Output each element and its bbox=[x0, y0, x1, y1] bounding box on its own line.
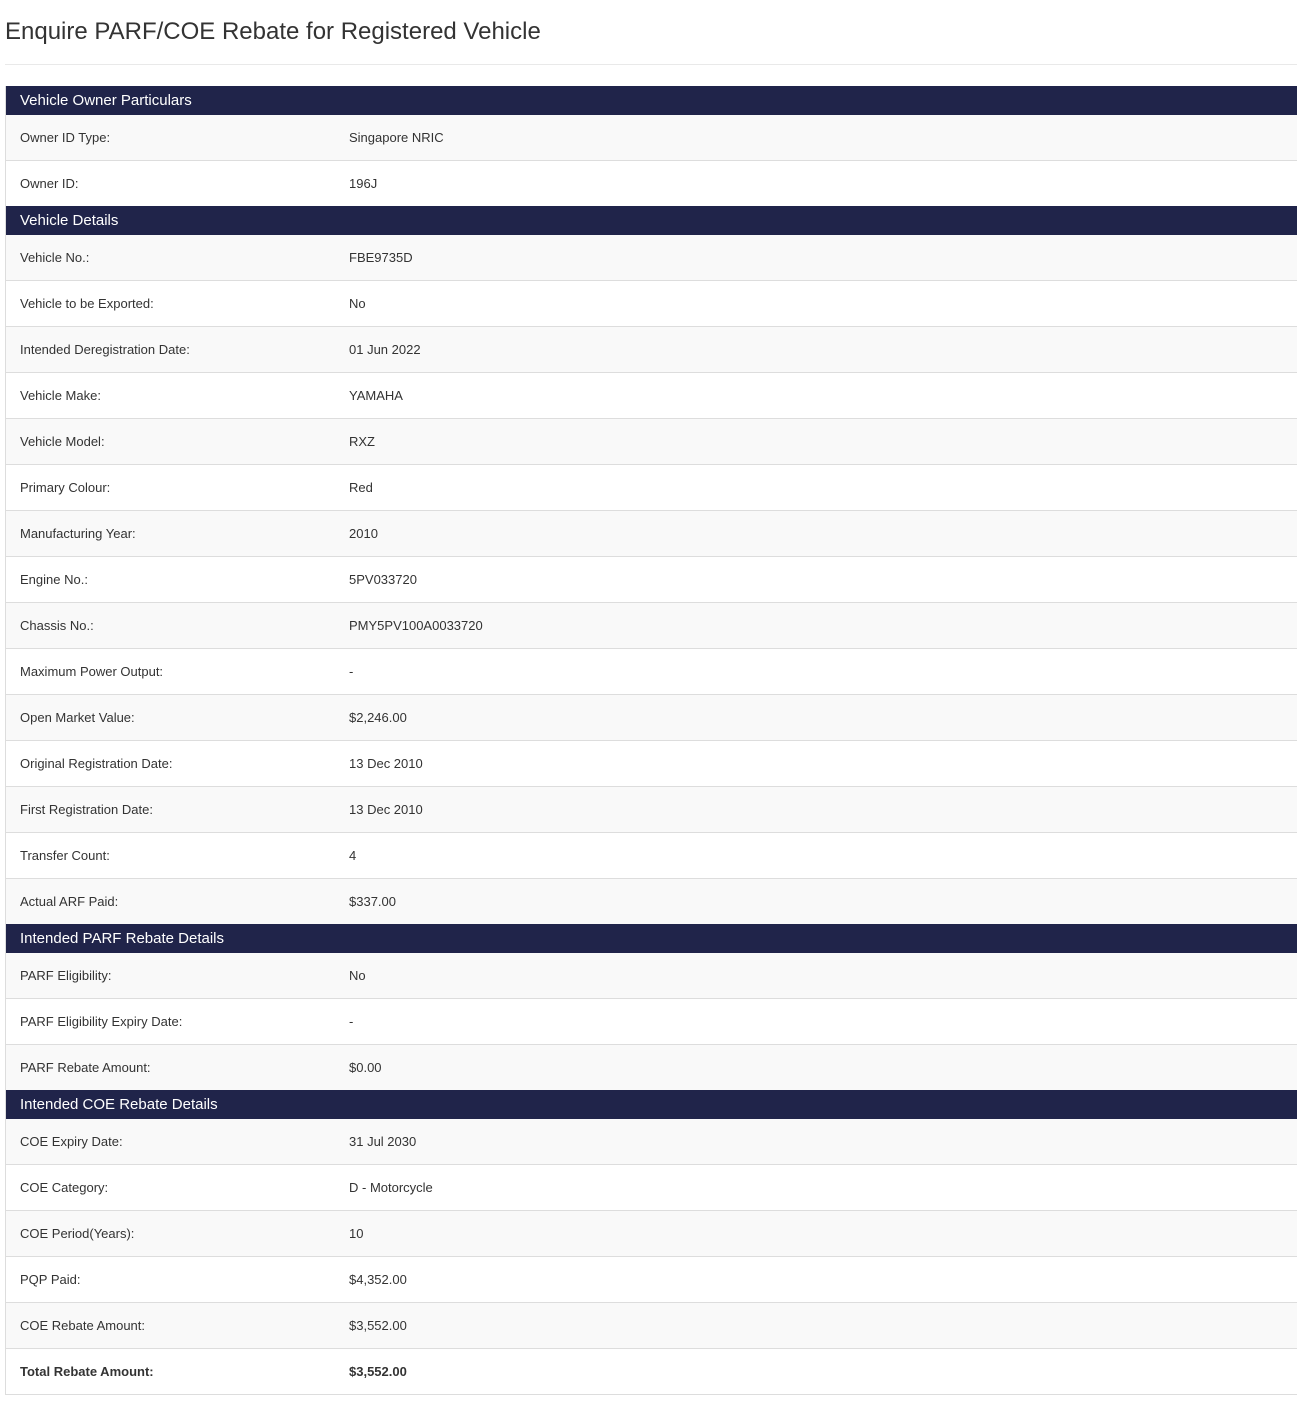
field-value: $0.00 bbox=[349, 1060, 382, 1075]
field-value: $2,246.00 bbox=[349, 710, 407, 725]
detail-row bbox=[6, 953, 1297, 998]
detail-row bbox=[6, 235, 1297, 280]
field-label: PARF Eligibility Expiry Date: bbox=[20, 1014, 183, 1029]
field-label: Maximum Power Output: bbox=[20, 664, 164, 679]
field-value: 196J bbox=[349, 176, 378, 191]
field-label: COE Rebate Amount: bbox=[20, 1318, 146, 1333]
detail-row bbox=[6, 1348, 1297, 1394]
field-value: RXZ bbox=[349, 434, 375, 449]
field-label: First Registration Date: bbox=[20, 802, 153, 817]
field-value: 01 Jun 2022 bbox=[349, 342, 421, 357]
field-label: Vehicle to be Exported: bbox=[20, 296, 154, 311]
field-label: Actual ARF Paid: bbox=[20, 894, 119, 909]
field-value: PMY5PV100A0033720 bbox=[349, 618, 483, 633]
detail-row bbox=[6, 510, 1297, 556]
field-label: Owner ID: bbox=[20, 176, 79, 191]
detail-row bbox=[6, 602, 1297, 648]
field-label: Primary Colour: bbox=[20, 480, 111, 495]
field-value: $3,552.00 bbox=[349, 1364, 407, 1379]
field-value: - bbox=[349, 664, 354, 679]
detail-row bbox=[6, 786, 1297, 832]
title-divider bbox=[5, 64, 1297, 65]
field-label: Vehicle Model: bbox=[20, 434, 105, 449]
field-value: 31 Jul 2030 bbox=[349, 1134, 417, 1149]
field-value: No bbox=[349, 296, 366, 311]
section-coe-rebate-details bbox=[6, 1090, 1297, 1394]
field-label: COE Category: bbox=[20, 1180, 109, 1195]
field-label: COE Period(Years): bbox=[20, 1226, 135, 1241]
detail-row bbox=[6, 1119, 1297, 1164]
detail-row bbox=[6, 1164, 1297, 1210]
detail-row bbox=[6, 832, 1297, 878]
field-label: Total Rebate Amount: bbox=[20, 1364, 154, 1379]
detail-row bbox=[6, 1302, 1297, 1348]
detail-row bbox=[6, 1210, 1297, 1256]
field-label: Original Registration Date: bbox=[20, 756, 173, 771]
section-header: Intended COE Rebate Details bbox=[6, 1090, 1297, 1119]
section-parf-rebate-details bbox=[6, 924, 1297, 1090]
section-header: Vehicle Details bbox=[6, 206, 1297, 235]
detail-row bbox=[6, 998, 1297, 1044]
field-label: PARF Eligibility: bbox=[20, 968, 112, 983]
detail-row bbox=[6, 648, 1297, 694]
detail-row bbox=[6, 878, 1297, 924]
detail-row bbox=[6, 694, 1297, 740]
detail-row bbox=[6, 464, 1297, 510]
detail-row bbox=[6, 1256, 1297, 1302]
detail-row bbox=[6, 740, 1297, 786]
detail-row bbox=[6, 418, 1297, 464]
field-label: Vehicle No.: bbox=[20, 250, 90, 265]
page-title: Enquire PARF/COE Rebate for Registered Vehicle bbox=[5, 18, 541, 45]
field-label: COE Expiry Date: bbox=[20, 1134, 123, 1149]
field-value: 5PV033720 bbox=[349, 572, 417, 587]
field-label: Engine No.: bbox=[20, 572, 88, 587]
section-header: Intended PARF Rebate Details bbox=[6, 924, 1297, 953]
field-value: $4,352.00 bbox=[349, 1272, 407, 1287]
field-value: 2010 bbox=[349, 526, 378, 541]
field-value: YAMAHA bbox=[349, 388, 403, 403]
field-value: $337.00 bbox=[349, 894, 396, 909]
field-value: 13 Dec 2010 bbox=[349, 802, 423, 817]
field-value: D - Motorcycle bbox=[349, 1180, 433, 1195]
detail-row bbox=[6, 326, 1297, 372]
detail-row bbox=[6, 372, 1297, 418]
section-owner-particulars bbox=[6, 86, 1297, 206]
field-label: PQP Paid: bbox=[20, 1272, 81, 1287]
field-value: 10 bbox=[349, 1226, 364, 1241]
field-value: Red bbox=[349, 480, 373, 495]
field-value: $3,552.00 bbox=[349, 1318, 407, 1333]
field-label: Transfer Count: bbox=[20, 848, 110, 863]
field-value: FBE9735D bbox=[349, 250, 413, 265]
field-value: 13 Dec 2010 bbox=[349, 756, 423, 771]
field-value: No bbox=[349, 968, 366, 983]
section-vehicle-details bbox=[6, 206, 1297, 924]
detail-row bbox=[6, 160, 1297, 206]
field-value: Singapore NRIC bbox=[349, 130, 444, 145]
field-label: PARF Rebate Amount: bbox=[20, 1060, 151, 1075]
field-value: - bbox=[349, 1014, 354, 1029]
detail-row bbox=[6, 1044, 1297, 1090]
detail-row bbox=[6, 556, 1297, 602]
section-header: Vehicle Owner Particulars bbox=[6, 86, 1297, 115]
detail-row bbox=[6, 280, 1297, 326]
field-label: Chassis No.: bbox=[20, 618, 94, 633]
field-label: Owner ID Type: bbox=[20, 130, 111, 145]
field-label: Manufacturing Year: bbox=[20, 526, 136, 541]
field-label: Open Market Value: bbox=[20, 710, 135, 725]
field-label: Intended Deregistration Date: bbox=[20, 342, 190, 357]
field-value: 4 bbox=[349, 848, 357, 863]
rebate-details-panel bbox=[5, 86, 1297, 1395]
field-label: Vehicle Make: bbox=[20, 388, 101, 403]
detail-row bbox=[6, 115, 1297, 160]
